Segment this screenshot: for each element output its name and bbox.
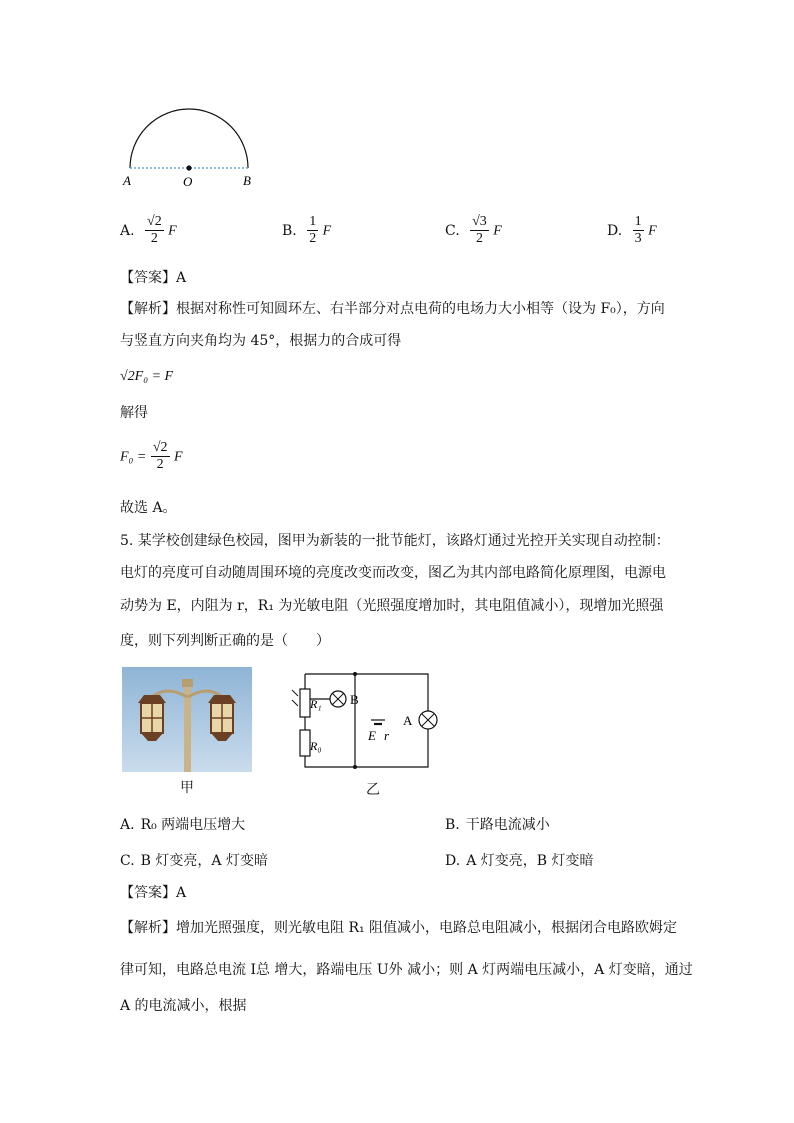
q4-analysis-line2: 与竖直方向夹角均为 45°，根据力的合成可得 — [120, 333, 402, 349]
label-O: O — [183, 174, 193, 189]
R1-resistor — [300, 689, 310, 717]
q4-conclusion: 故选 A。 — [120, 500, 177, 516]
option-label: D. — [607, 222, 623, 239]
q5-option-b[interactable] — [445, 815, 550, 835]
option-label: C. — [120, 853, 135, 869]
fraction: $\frac{√3}{2}$ — [472, 214, 487, 246]
emf-label: E — [368, 728, 376, 743]
analysis-text: 增加光照强度，则光敏电阻 R₁ 阻值减小，电路总电阻减小，根据闭合电路欧姆定 — [176, 920, 678, 936]
q5-stem-line4: 度，则下列判断正确的是（ ） — [120, 633, 330, 649]
option-label: A. — [120, 222, 135, 239]
q5-stem-line1: 5. 某学校创建绿色校园，图甲为新装的一批节能灯，该路灯通过光控开关实现自动控制： — [120, 533, 670, 549]
q4-solve-label: 解得 — [120, 405, 148, 421]
center-point — [186, 165, 191, 170]
q5-stem-line3: 动势为 E，内阻为 r，R₁ 为光敏电阻（光照强度增加时，其电阻值减小），现增加光照强 — [120, 598, 664, 614]
circuit-diagram — [288, 664, 438, 776]
semicircle-arc — [130, 109, 248, 168]
var-F: F — [168, 223, 177, 239]
q4-equation-2 — [120, 440, 183, 473]
q5-analysis-line2: 律可知，电路总电流 I总 增大，路端电压 U外 减小；则 A 灯两端电压减小，A 灯变暗，通过 — [120, 962, 693, 978]
q4-option-b[interactable] — [282, 214, 331, 247]
q5-analysis-line1 — [120, 918, 677, 938]
caption-jia: 甲 — [180, 780, 194, 796]
option-text: R₀ 两端电压增大 — [140, 817, 246, 833]
q5-analysis-line3: A 的电流减小，根据 — [120, 998, 247, 1014]
var-F: F — [648, 223, 657, 239]
label-A: A — [123, 173, 131, 188]
q4-answer: 【答案】A — [120, 270, 187, 286]
option-label: A. — [120, 817, 135, 833]
q5-stem-line2: 电灯的亮度可自动随周围环境的亮度改变而改变，图乙为其内部电路简化原理图，电源电 — [120, 565, 666, 581]
q4-equation-1: √2F₀ = F — [120, 369, 174, 384]
internal-resistance-label: r — [384, 728, 390, 743]
lamp-B-label: B — [350, 692, 359, 707]
q5-answer: 【答案】A — [120, 885, 187, 901]
street-lamp-photo — [122, 667, 252, 772]
caption-yi: 乙 — [366, 782, 380, 798]
R0-label: R₀ — [310, 739, 322, 753]
eq2-lhs: F₀ = — [120, 449, 147, 465]
analysis-text: 根据对称性可知圆环左、右半部分对点电荷的电场力大小相等（设为 F₀），方向 — [176, 301, 665, 317]
fraction: $\frac{1}{3}$ — [634, 214, 642, 246]
option-label: B. — [445, 817, 460, 833]
fraction: $\frac{√2}{2}$ — [147, 214, 162, 246]
analysis-tag: 【解析】 — [120, 301, 176, 317]
R1-label: R₁ — [310, 697, 322, 711]
q4-option-a[interactable] — [120, 214, 177, 247]
q5-option-a[interactable] — [120, 815, 245, 835]
semicircle-figure — [115, 95, 275, 195]
analysis-tag: 【解析】 — [120, 920, 176, 936]
var-F: F — [322, 223, 332, 239]
q5-option-c[interactable] — [120, 851, 268, 871]
q4-option-c[interactable] — [445, 214, 502, 247]
q4-analysis-line1 — [120, 299, 665, 319]
fraction: $\frac{√2}{2}$ — [152, 440, 168, 472]
option-text: 干路电流减小 — [465, 817, 550, 833]
lamp-A-label: A — [403, 713, 413, 728]
option-label: C. — [445, 222, 460, 239]
eq2-var: F — [173, 449, 183, 465]
option-label: D. — [445, 853, 461, 869]
R0-resistor — [300, 730, 310, 756]
label-B: B — [243, 173, 251, 188]
fraction: $\frac{1}{2}$ — [309, 214, 317, 246]
var-F: F — [493, 223, 502, 239]
option-label: B. — [282, 222, 297, 239]
option-text: B 灯变亮，A 灯变暗 — [140, 853, 268, 869]
q5-option-d[interactable] — [445, 851, 594, 871]
q4-option-d[interactable] — [607, 214, 657, 247]
option-text: A 灯变亮，B 灯变暗 — [466, 853, 594, 869]
